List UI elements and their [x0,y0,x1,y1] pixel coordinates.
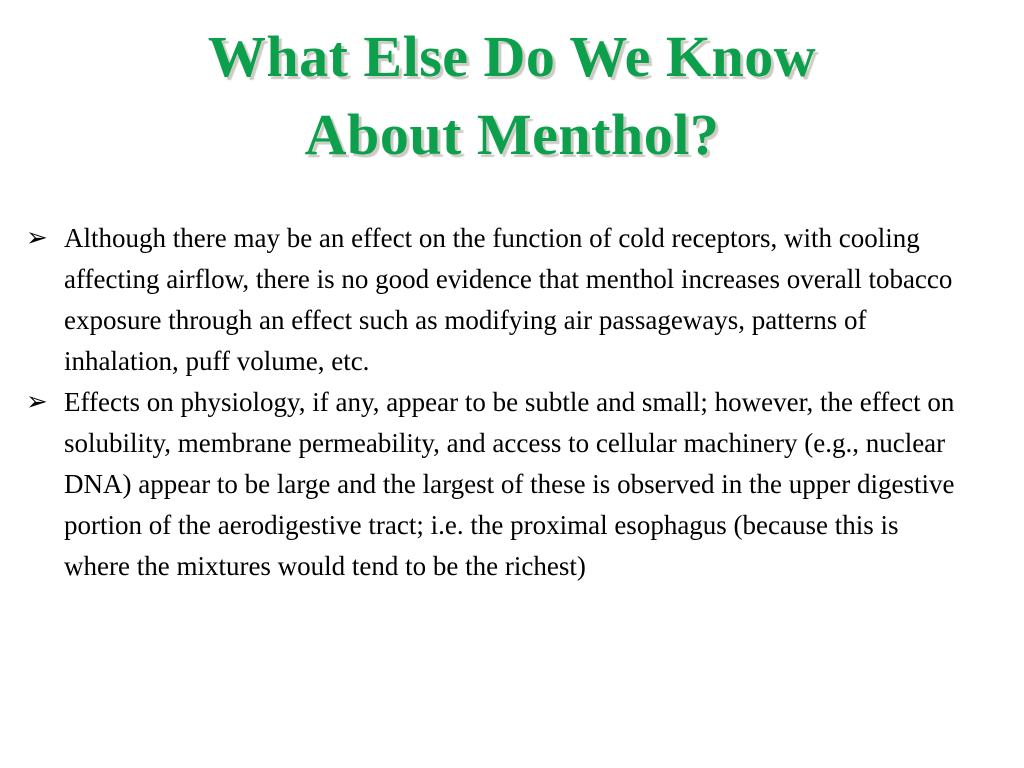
title-line-2: About Menthol? [304,102,720,167]
title-line-1: What Else Do We Know [207,24,817,89]
slide-body [26,218,986,587]
bullet-arrow-icon: ➢ [26,223,48,253]
bullet-item-1 [26,218,986,382]
bullet-text-2: Effects on physiology, if any, appear to be subtle and small; however, the effect on solubility, membrane permeability, and access to cellular machinery (e.g., nuclear DNA) appear to be large and the largest of these is observed in the upper digestive portion of the aerodigestive tract; i.e. the proximal esophagus (because this is where the mixtures would tend to be the richest) [64,387,955,581]
bullet-arrow-icon: ➢ [26,387,48,417]
slide-title [0,18,1024,174]
bullet-item-2 [26,382,986,587]
bullet-text-1: Although there may be an effect on the function of cold receptors, with cooling affecting airflow, there is no good evidence that menthol increases overall tobacco exposure through an effect such as modifying air passageways, patterns of inhalation, puff volume, etc. [64,223,953,376]
